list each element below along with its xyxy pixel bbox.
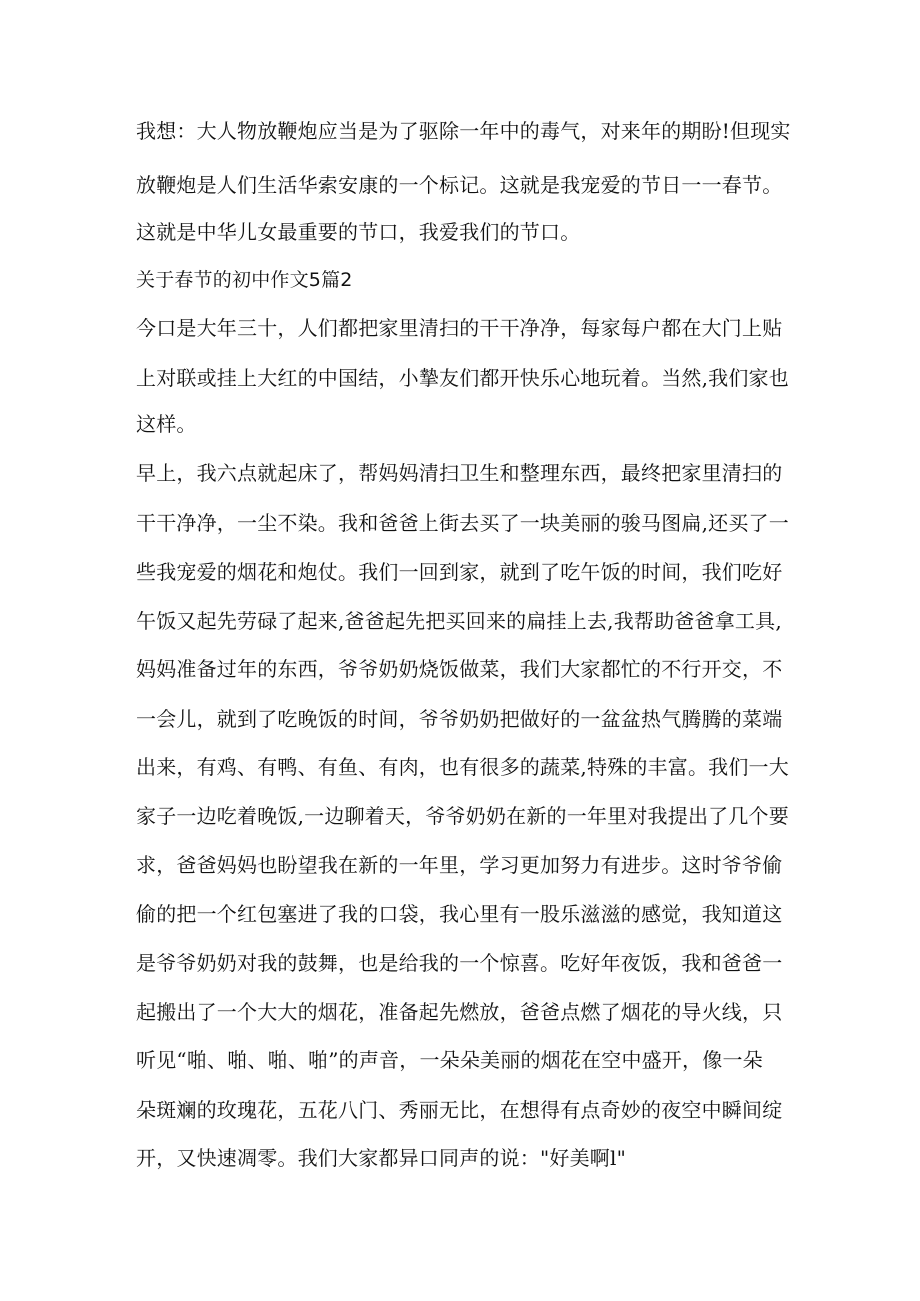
paragraph-3-line-1: 早上，我六点就起床了，帮妈妈清扫卫生和整理东西，最终把家里清扫的 [136,461,783,485]
paragraph-1-line-3: 这就是中华儿女最重要的节口，我爱我们的节口。 [136,220,581,244]
paragraph-3-line-14: 朵斑斓的玫瑰花，五花八门、秀丽无比，在想得有点奇妙的夜空中瞬间绽 [136,1098,783,1122]
paragraph-3-line-13: 听见“啪、啪、啪、啪”的声音，一朵朵美丽的烟花在空中盛开，像一朵 [136,1048,763,1072]
paragraph-3-line-5: 妈妈准备过年的东西，爷爷奶奶烧饭做菜，我们大家都忙的不行开交，不 [136,657,783,681]
paragraph-3-line-12: 起搬出了一个大大的烟花，准备起先燃放，爸爸点燃了烟花的导火线，只 [136,1000,783,1024]
paragraph-2-line-3: 这样。 [136,412,197,436]
paragraph-3-line-8: 家子一边吃着晚饭,一边聊着天，爷爷奶奶在新的一年里对我提出了几个要 [136,804,789,828]
paragraph-3-line-6: 一会儿，就到了吃晚饭的时间，爷爷奶奶把做好的一盆盆热气腾腾的菜端 [136,707,783,731]
paragraph-1-line-1: 我想：大人物放鞭炮应当是为了驱除一年中的毒气，对来年的期盼!但现实 [136,119,791,143]
paragraph-3-line-11: 是爷爷奶奶对我的鼓舞，也是给我的一个惊喜。吃好年夜饭，我和爸爸一 [136,951,783,975]
paragraph-3-line-9: 求，爸爸妈妈也盼望我在新的一年里，学习更加努力有进步。这时爷爷偷 [136,853,783,877]
paragraph-3-line-7: 出来，有鸡、有鸭、有鱼、有肉，也有很多的蔬菜,特殊的丰富。我们一大 [136,755,789,779]
paragraph-3-line-10: 偷的把一个红包塞进了我的口袋，我心里有一股乐滋滋的感觉，我知道这 [136,902,783,926]
paragraph-3-line-15: 开，又快速凋零。我们大家都异口同声的说："好美啊l" [136,1146,626,1170]
section-heading: 关于春节的初中作文5篇2 [136,269,353,291]
paragraph-1-line-2: 放鞭炮是人们生活华索安康的一个标记。这就是我宠爱的节日一一春节。 [136,173,783,197]
paragraph-2-line-2: 上对联或挂上大红的中国结，小摯友们都开快乐心地玩着。当然,我们家也 [136,366,789,390]
paragraph-3-line-4: 午饭又起先劳碌了起来,爸爸起先把买回来的扁挂上去,我帮助爸爸拿工具, [136,609,782,633]
paragraph-3-line-3: 些我宠爱的烟花和炮仗。我们一回到家，就到了吃午饭的时间，我们吃好 [136,560,783,584]
paragraph-3-line-2: 干干净净，一尘不染。我和爸爸上街去买了一块美丽的骏马图扁,还买了一 [136,511,789,535]
paragraph-2-line-1: 今口是大年三十，人们都把家里清扫的干干净净，每家每户都在大门上贴 [136,316,783,340]
